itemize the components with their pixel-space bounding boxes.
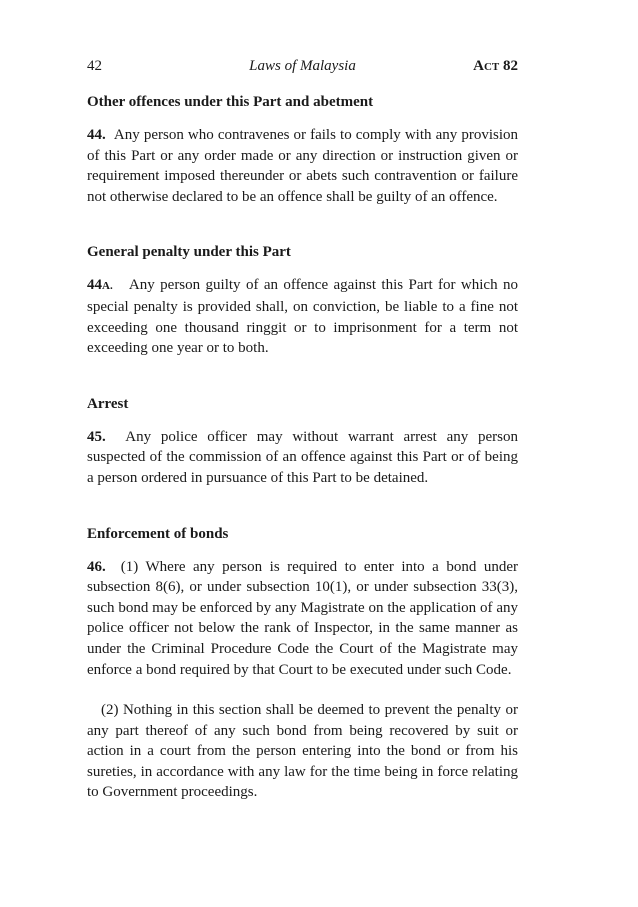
subsection-1-text: (1) Where any person is required to enter into a bond under subsection 8(6), or under subsection 10(1), or under subsection 33(3), such bond may be enforced by any Magistrate on the application of any police officer not below the rank of Inspector, in the same manner as under the Criminal Procedure Code the Court of the Magistrate may enforce a bond required by that Court to be executed under such Code.: [87, 558, 519, 678]
section-44: [87, 92, 518, 207]
section-body: [87, 427, 518, 489]
section-body: [87, 125, 518, 207]
page-header: [87, 58, 518, 80]
section-number: 46.: [87, 558, 106, 575]
section-45: [87, 394, 518, 489]
section-heading: Other offences under this Part and abetment: [87, 94, 374, 110]
act-prefix-small: CT: [483, 61, 500, 73]
running-title: Laws of Malaysia: [249, 58, 356, 74]
section-number: 44A.: [87, 277, 113, 294]
section-number: 45.: [87, 428, 106, 445]
section-heading: General penalty under this Part: [87, 244, 291, 261]
section-heading: Enforcement of bonds: [87, 525, 229, 542]
document-page: [87, 58, 518, 803]
section-44a: [87, 242, 518, 358]
section-body: [87, 275, 518, 358]
act-prefix-large: A: [473, 58, 484, 74]
section-text: Any person who contravenes or fails to comply with any provision of this Part or any order made or any direction or instruction given or requirement imposed thereunder or abets such contravention or failure not otherwise declared to be an offence shall be guilty of an offence.: [87, 127, 519, 205]
section-text: Any police officer may without warrant arrest any person suspected of the commission of an offence against this Part or of being a person ordered in pursuance of this Part to be detained.: [87, 428, 518, 486]
section-46: [87, 524, 518, 804]
act-number: 82: [503, 58, 518, 74]
section-body: [87, 557, 518, 681]
section-number: 44.: [87, 127, 106, 143]
page-number: 42: [87, 58, 102, 74]
section-text: Any person guilty of an offence against this Part for which no special penalty is provided shall, on conviction, be liable to a fine not exceeding one thousand ringgit or to imprisonment for a term not exceeding one year or to both.: [87, 277, 518, 357]
section-heading: Arrest: [87, 395, 129, 412]
subsection-2: (2) Nothing in this section shall be deemed to prevent the penalty or any part thereof of any such bond from being recovered by suit or action in a court from the person entering into the bond or from his sureties, in accordance with any law for the time being in force relating to Government proceedings.: [87, 702, 518, 801]
act-label: [473, 58, 518, 75]
